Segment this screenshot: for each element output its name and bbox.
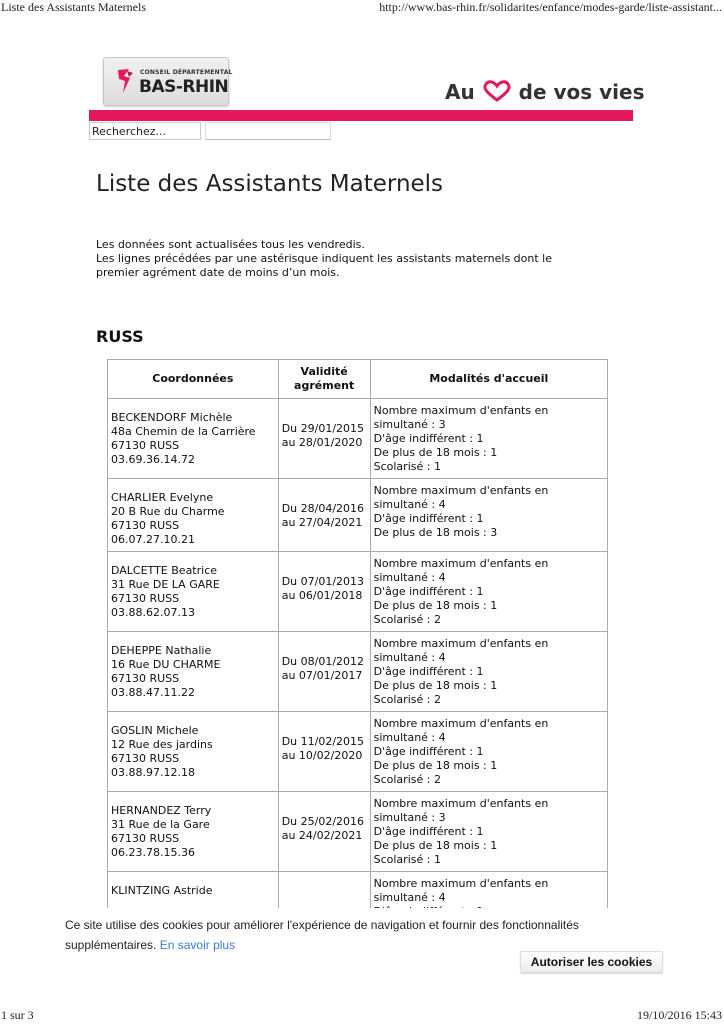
cell-validite-line: au 24/02/2021 (281, 829, 363, 842)
intro-line-2: Les lignes précédées par une astérisque indiquent les assistants maternels dont le premier agrément date de moins d’un mois. (96, 252, 552, 279)
cell-modalites (370, 399, 607, 479)
table-row (108, 479, 608, 552)
cell-coordonnees-line: 67130 RUSS (111, 752, 180, 765)
cell-modalites-line: Scolarisé : 2 (373, 693, 441, 706)
table-header-row (108, 360, 608, 399)
header-accent-bar (89, 110, 633, 121)
cell-modalites-line: Nombre maximum d'enfants en simultané : 3 (373, 404, 549, 431)
heart-67-icon (482, 80, 512, 102)
cell-coordonnees-line: 20 B Rue du Charme (111, 505, 225, 518)
logo-title: BAS-RHIN (139, 77, 229, 97)
intro-line-1: Les données sont actualisées tous les vendredis. (96, 238, 365, 251)
intro-text (96, 238, 596, 280)
cell-coordonnees (108, 399, 279, 479)
slogan-before: Au (445, 80, 475, 104)
cell-validite (278, 712, 370, 792)
table-row (108, 552, 608, 632)
cell-modalites (370, 632, 607, 712)
cell-coordonnees-line: 31 Rue DE LA GARE (111, 578, 220, 591)
assistants-table (107, 359, 608, 924)
cell-coordonnees-line: 12 Rue des jardins (111, 738, 213, 751)
cell-modalites-line: D'âge indifférent : 1 (373, 432, 484, 445)
city-heading: RUSS (96, 327, 144, 346)
cell-coordonnees (108, 792, 279, 872)
cell-modalites-line: D'âge indifférent : 1 (373, 512, 484, 525)
cell-modalites-line: D'âge indifférent : 1 (373, 745, 484, 758)
cell-coordonnees-line: CHARLIER Evelyne (111, 491, 214, 504)
cell-coordonnees-line: 31 Rue de la Gare (111, 818, 210, 831)
cell-modalites-line: Nombre maximum d'enfants en simultané : 4 (373, 877, 549, 904)
search-button[interactable] (205, 122, 331, 140)
column-header-coordonnees: Coordonnées (108, 360, 279, 399)
cell-validite (278, 479, 370, 552)
cell-modalites-line: Nombre maximum d'enfants en simultané : 4 (373, 637, 549, 664)
cell-coordonnees-line: 67130 RUSS (111, 832, 180, 845)
cell-modalites-line: De plus de 18 mois : 1 (373, 759, 498, 772)
bas-rhin-logo[interactable] (103, 57, 233, 106)
cell-coordonnees-line: DEHEPPE Nathalie (111, 644, 212, 657)
cell-coordonnees-line: 06.07.27.10.21 (111, 533, 195, 546)
table-row (108, 632, 608, 712)
table-row (108, 712, 608, 792)
cell-coordonnees-line: 06.23.78.15.36 (111, 846, 195, 859)
cell-coordonnees-line: 03.69.36.14.72 (111, 453, 195, 466)
cell-validite-line: au 07/01/2017 (281, 669, 363, 682)
table-row (108, 792, 608, 872)
table-body (108, 399, 608, 924)
cell-modalites (370, 552, 607, 632)
cell-validite-line: au 06/01/2018 (281, 589, 363, 602)
cell-coordonnees-line: 67130 RUSS (111, 672, 180, 685)
cell-validite-line: Du 29/01/2015 (281, 422, 365, 435)
cell-modalites-line: Nombre maximum d'enfants en simultané : 4 (373, 557, 549, 584)
cell-modalites (370, 479, 607, 552)
cell-validite (278, 399, 370, 479)
accept-cookies-button[interactable]: Autoriser les cookies (520, 951, 663, 973)
cell-coordonnees-line: DALCETTE Beatrice (111, 564, 218, 577)
cell-coordonnees-line: 67130 RUSS (111, 592, 180, 605)
cell-validite-line: au 28/01/2020 (281, 436, 363, 449)
cell-coordonnees-line: 03.88.62.07.13 (111, 606, 195, 619)
cell-validite-line: au 27/04/2021 (281, 516, 363, 529)
cell-validite (278, 792, 370, 872)
cell-modalites-line: De plus de 18 mois : 3 (373, 526, 498, 539)
cell-coordonnees-line: BECKENDORF Michèle (111, 411, 233, 424)
cell-modalites (370, 712, 607, 792)
page-title: Liste des Assistants Maternels (96, 171, 444, 197)
cookie-text: Ce site utilise des cookies pour améliorer l'expérience de navigation et fournir des fonctionnalités supplémentaires. (65, 918, 579, 952)
cell-coordonnees (108, 479, 279, 552)
cell-modalites-line: Scolarisé : 1 (373, 853, 441, 866)
cell-coordonnees-line: 16 Rue DU CHARME (111, 658, 221, 671)
cookie-message (65, 915, 625, 955)
print-header-url: http://www.bas-rhin.fr/solidarites/enfance/modes-garde/liste-assistant... (379, 0, 722, 14)
cell-coordonnees-line: GOSLIN Michele (111, 724, 199, 737)
cell-modalites-line: Scolarisé : 2 (373, 773, 441, 786)
cell-validite-line: Du 28/04/2016 (281, 502, 365, 515)
table-row (108, 399, 608, 479)
cell-validite (278, 552, 370, 632)
cell-modalites-line: Nombre maximum d'enfants en simultané : 4 (373, 717, 549, 744)
search-input[interactable] (89, 122, 201, 140)
cell-coordonnees-line: 67130 RUSS (111, 439, 180, 452)
cell-modalites (370, 792, 607, 872)
cell-validite-line: Du 25/02/2016 (281, 815, 365, 828)
cell-coordonnees-line: KLINTZING Astride (111, 884, 213, 897)
departement-logo-icon (115, 67, 135, 95)
cookie-banner (0, 908, 724, 984)
column-header-modalites: Modalités d'accueil (370, 360, 607, 399)
cell-coordonnees-line: 48a Chemin de la Carrière (111, 425, 256, 438)
print-footer (0, 1008, 724, 1024)
cell-modalites-line: Nombre maximum d'enfants en simultané : 4 (373, 484, 549, 511)
cell-modalites-line: De plus de 18 mois : 1 (373, 446, 498, 459)
column-header-validite: Validité agrément (278, 360, 370, 399)
cell-modalites-line: D'âge indifférent : 1 (373, 585, 484, 598)
assistants-table-wrapper (107, 359, 608, 909)
cell-coordonnees-line: 67130 RUSS (111, 519, 180, 532)
cell-validite (278, 632, 370, 712)
cell-modalites-line: De plus de 18 mois : 1 (373, 679, 498, 692)
cell-validite-line: Du 07/01/2013 (281, 575, 365, 588)
cell-modalites-line: Scolarisé : 2 (373, 613, 441, 626)
print-page-number: 1 sur 3 (1, 1008, 34, 1022)
cell-coordonnees (108, 632, 279, 712)
cell-modalites-line: Nombre maximum d'enfants en simultané : 3 (373, 797, 549, 824)
slogan (445, 80, 645, 104)
print-header-title: Liste des Assistants Maternels (1, 0, 146, 14)
cell-modalites-line: D'âge indifférent : 1 (373, 665, 484, 678)
cell-modalites-line: Scolarisé : 1 (373, 460, 441, 473)
cell-validite-line: au 10/02/2020 (281, 749, 363, 762)
cell-coordonnees (108, 712, 279, 792)
cell-validite-line: Du 11/02/2015 (281, 735, 365, 748)
cell-coordonnees-line: HERNANDEZ Terry (111, 804, 212, 817)
cookie-learn-more-link[interactable]: En savoir plus (159, 938, 236, 952)
cell-coordonnees-line: 03.88.47.11.22 (111, 686, 195, 699)
cell-coordonnees-line: 03.88.97.12.18 (111, 766, 195, 779)
print-header (0, 0, 724, 16)
cell-modalites-line: De plus de 18 mois : 1 (373, 839, 498, 852)
cell-coordonnees (108, 552, 279, 632)
print-datetime: 19/10/2016 15:43 (636, 1008, 722, 1022)
cell-modalites-line: De plus de 18 mois : 1 (373, 599, 498, 612)
cell-validite-line: Du 08/01/2012 (281, 655, 365, 668)
cell-modalites-line: D'âge indifférent : 1 (373, 825, 484, 838)
logo-subtitle: CONSEIL DÉPARTEMENTAL (140, 69, 233, 76)
slogan-after: de vos vies (518, 80, 645, 104)
